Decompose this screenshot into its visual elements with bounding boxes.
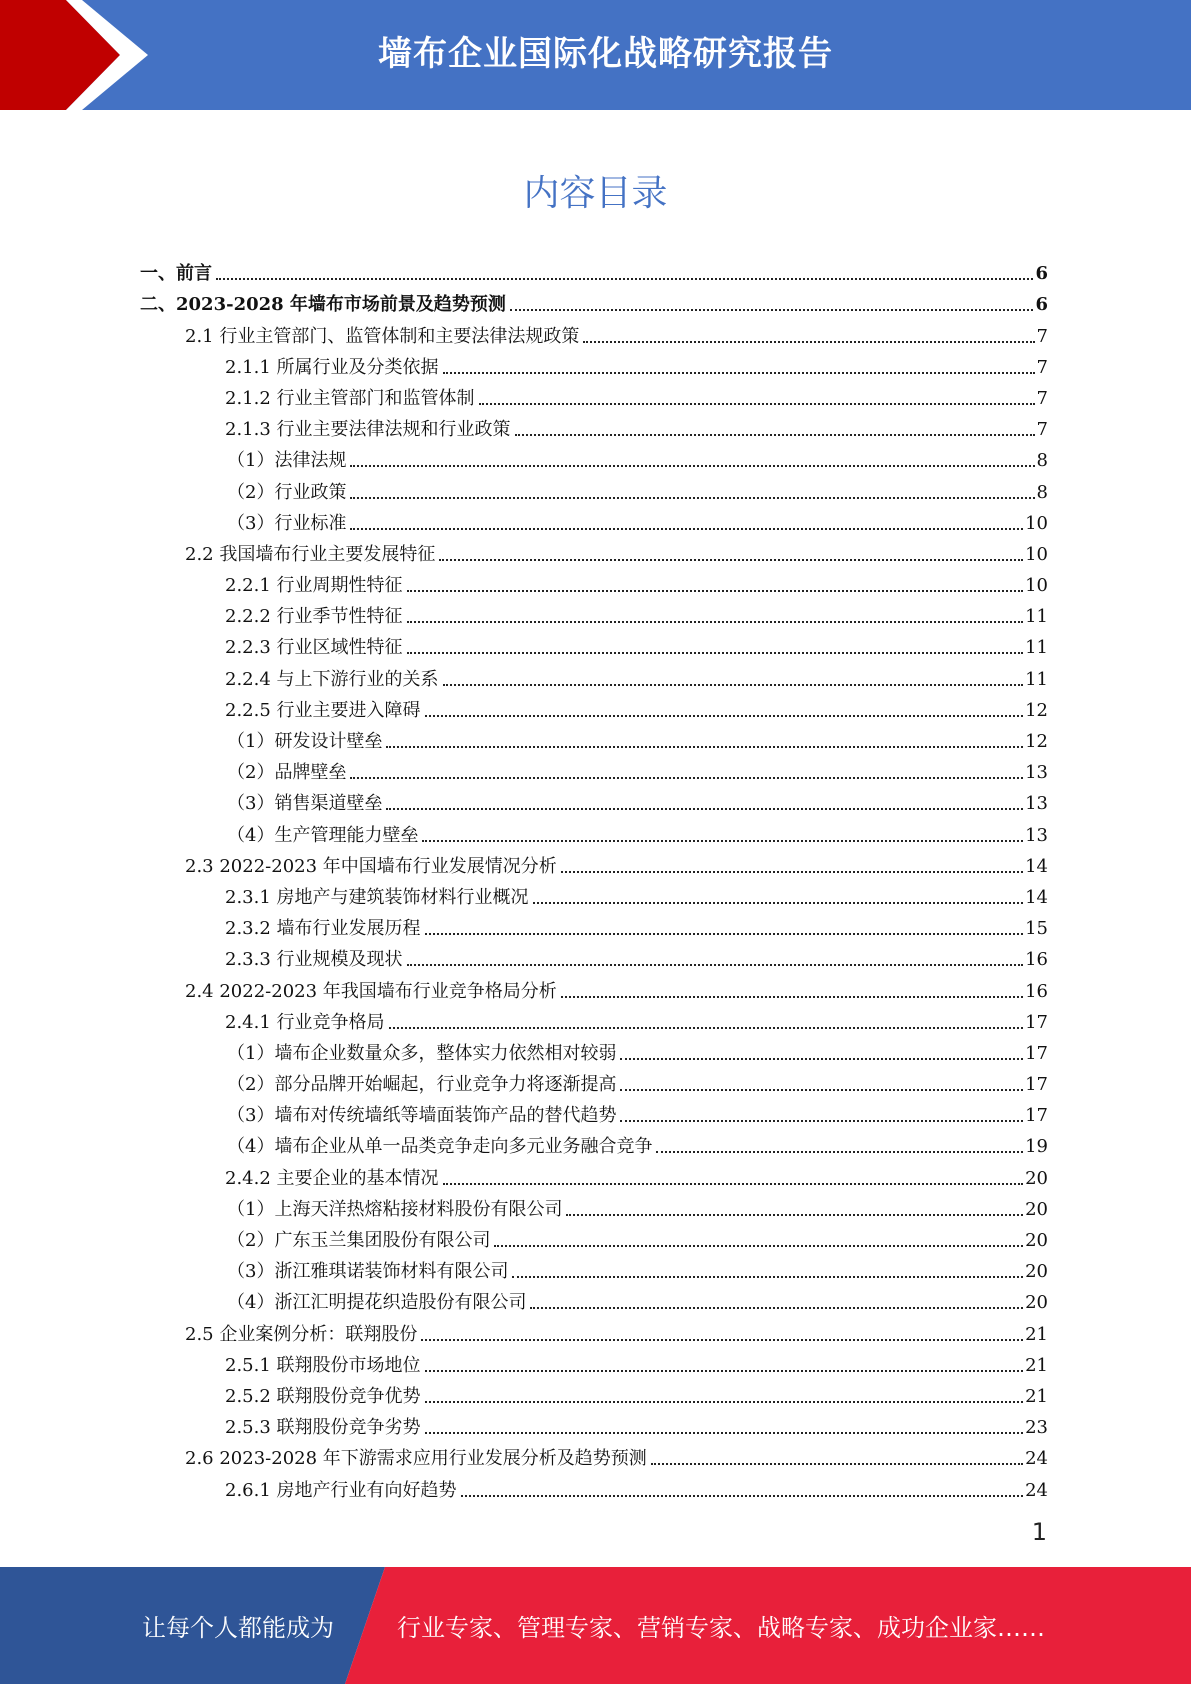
toc-entry-page: 20 bbox=[1025, 1167, 1048, 1189]
toc-entry-page: 7 bbox=[1036, 356, 1048, 378]
footer-band bbox=[0, 1567, 1191, 1684]
toc-entry-label: （2）品牌壁垒 bbox=[227, 762, 347, 784]
toc-entry[interactable] bbox=[140, 1252, 1048, 1283]
toc-entry[interactable] bbox=[140, 628, 1048, 659]
toc-entry-label: （3）浙江雅琪诺装饰材料有限公司 bbox=[227, 1261, 509, 1283]
toc-entry[interactable] bbox=[140, 472, 1048, 503]
toc-leader-dots bbox=[566, 1214, 1023, 1216]
toc-leader-dots bbox=[515, 434, 1035, 436]
toc-entry[interactable] bbox=[140, 254, 1048, 285]
header-band bbox=[0, 0, 1191, 110]
toc-entry-label: （1）墙布企业数量众多，整体实力依然相对较弱 bbox=[227, 1042, 617, 1064]
toc-entry-page: 7 bbox=[1036, 325, 1048, 347]
toc-entry-label: （4）墙布企业从单一品类竞争走向多元业务融合竞争 bbox=[227, 1136, 653, 1158]
toc-leader-dots bbox=[421, 1339, 1023, 1341]
toc-entry-page: 6 bbox=[1035, 294, 1048, 316]
toc-entry[interactable] bbox=[140, 722, 1048, 753]
toc-entry-page: 11 bbox=[1025, 637, 1048, 659]
toc-entry-label: （3）销售渠道壁垒 bbox=[227, 793, 383, 815]
toc-entry[interactable] bbox=[140, 1065, 1048, 1096]
toc-entry-page: 21 bbox=[1025, 1385, 1048, 1407]
toc-entry[interactable] bbox=[140, 1034, 1048, 1065]
toc-entry[interactable] bbox=[140, 815, 1048, 846]
toc-entry[interactable] bbox=[140, 316, 1048, 347]
toc-entry-label: 2.1.3 行业主要法律法规和行业政策 bbox=[225, 419, 511, 441]
toc-entry-page: 16 bbox=[1025, 980, 1048, 1002]
toc-leader-dots bbox=[425, 1370, 1024, 1372]
toc-entry-label: 2.2 我国墙布行业主要发展特征 bbox=[185, 543, 436, 565]
toc-entry-label: 2.4 2022-2023 年我国墙布行业竞争格局分析 bbox=[185, 980, 557, 1002]
toc-entry-label: （1）研发设计壁垒 bbox=[227, 731, 383, 752]
table-of-contents bbox=[140, 254, 1048, 1502]
toc-entry-label: 2.5 企业案例分析：联翔股份 bbox=[185, 1323, 418, 1345]
toc-entry[interactable] bbox=[140, 1439, 1048, 1470]
toc-leader-dots bbox=[407, 590, 1024, 592]
toc-entry[interactable] bbox=[140, 1283, 1048, 1314]
toc-leader-dots bbox=[530, 1307, 1023, 1309]
toc-entry-page: 13 bbox=[1025, 762, 1048, 784]
toc-entry-page: 17 bbox=[1025, 1042, 1048, 1064]
toc-leader-dots bbox=[656, 1151, 1023, 1153]
toc-entry-label: 2.1 行业主管部门、监管体制和主要法律法规政策 bbox=[185, 325, 580, 347]
toc-leader-dots bbox=[422, 840, 1023, 842]
toc-entry-page: 17 bbox=[1025, 1011, 1048, 1033]
toc-entry-page: 7 bbox=[1036, 387, 1048, 409]
toc-entry-page: 10 bbox=[1025, 575, 1048, 597]
toc-entry-page: 8 bbox=[1036, 450, 1048, 472]
toc-entry[interactable] bbox=[140, 753, 1048, 784]
toc-leader-dots bbox=[479, 403, 1035, 405]
toc-entry[interactable] bbox=[140, 1314, 1048, 1345]
toc-entry-page: 8 bbox=[1036, 481, 1048, 503]
toc-entry[interactable] bbox=[140, 1470, 1048, 1501]
toc-entry[interactable] bbox=[140, 1003, 1048, 1034]
toc-entry-page: 20 bbox=[1025, 1292, 1048, 1314]
toc-entry-label: 2.6.1 房地产行业有向好趋势 bbox=[225, 1479, 457, 1501]
toc-leader-dots bbox=[350, 528, 1023, 530]
toc-entry[interactable] bbox=[140, 1221, 1048, 1252]
toc-entry-label: （2）部分品牌开始崛起，行业竞争力将逐渐提高 bbox=[227, 1074, 617, 1096]
toc-entry-page: 14 bbox=[1025, 855, 1048, 877]
toc-entry[interactable] bbox=[140, 659, 1048, 690]
toc-entry-label: 2.4.1 行业竞争格局 bbox=[225, 1011, 385, 1033]
toc-entry-page: 13 bbox=[1025, 793, 1048, 815]
footer-slogan-left: 让每个人都能成为 bbox=[142, 1614, 334, 1642]
toc-entry-page: 24 bbox=[1025, 1448, 1048, 1470]
toc-entry-label: （3）墙布对传统墙纸等墙面装饰产品的替代趋势 bbox=[227, 1105, 617, 1127]
toc-leader-dots bbox=[425, 1432, 1024, 1434]
toc-entry-page: 17 bbox=[1025, 1105, 1048, 1127]
toc-entry-page: 6 bbox=[1035, 263, 1048, 285]
toc-entry[interactable] bbox=[140, 691, 1048, 722]
toc-entry-page: 24 bbox=[1025, 1479, 1048, 1501]
toc-entry[interactable] bbox=[140, 878, 1048, 909]
toc-entry-label: 2.2.5 行业主要进入障碍 bbox=[225, 699, 421, 721]
toc-entry[interactable] bbox=[140, 1190, 1048, 1221]
toc-leader-dots bbox=[494, 1245, 1023, 1247]
toc-leader-dots bbox=[350, 465, 1034, 467]
toc-entry-label: 2.1.2 行业主管部门和监管体制 bbox=[225, 387, 475, 409]
toc-entry-page: 21 bbox=[1025, 1354, 1048, 1376]
toc-entry-page: 11 bbox=[1025, 606, 1048, 628]
toc-entry-label: （3）行业标准 bbox=[227, 512, 347, 534]
toc-leader-dots bbox=[386, 808, 1023, 810]
toc-entry-label: 2.2.1 行业周期性特征 bbox=[225, 575, 403, 597]
toc-entry-label: （2）行业政策 bbox=[227, 481, 347, 503]
toc-leader-dots bbox=[620, 1120, 1023, 1122]
toc-entry-label: （4）生产管理能力壁垒 bbox=[227, 824, 419, 846]
report-title: 墙布企业国际化战略研究报告 bbox=[378, 34, 833, 74]
toc-leader-dots bbox=[512, 1276, 1023, 1278]
toc-entry-label: 二、2023-2028 年墙布市场前景及趋势预测 bbox=[140, 294, 506, 316]
toc-entry-label: 2.3.2 墙布行业发展历程 bbox=[225, 918, 421, 940]
toc-leader-dots bbox=[561, 996, 1023, 998]
toc-entry-label: 2.1.1 所属行业及分类依据 bbox=[225, 356, 439, 378]
toc-leader-dots bbox=[425, 1401, 1024, 1403]
toc-entry-label: 一、前言 bbox=[140, 263, 212, 285]
toc-entry-page: 7 bbox=[1036, 419, 1048, 441]
toc-entry-label: 2.2.2 行业季节性特征 bbox=[225, 606, 403, 628]
toc-entry-page: 14 bbox=[1025, 886, 1048, 908]
toc-leader-dots bbox=[439, 559, 1023, 561]
toc-entry[interactable] bbox=[140, 566, 1048, 597]
toc-entry-label: 2.5.3 联翔股份竞争劣势 bbox=[225, 1417, 421, 1439]
toc-entry-label: （4）浙江汇明提花织造股份有限公司 bbox=[227, 1292, 527, 1314]
toc-leader-dots bbox=[425, 715, 1024, 717]
toc-entry[interactable] bbox=[140, 285, 1048, 316]
toc-entry-page: 20 bbox=[1025, 1261, 1048, 1283]
toc-entry[interactable] bbox=[140, 379, 1048, 410]
toc-entry-page: 17 bbox=[1025, 1074, 1048, 1096]
toc-leader-dots bbox=[443, 372, 1035, 374]
toc-entry-label: 2.6 2023-2028 年下游需求应用行业发展分析及趋势预测 bbox=[185, 1448, 647, 1470]
toc-leader-dots bbox=[386, 746, 1023, 748]
toc-entry-page: 20 bbox=[1025, 1230, 1048, 1251]
toc-entry[interactable] bbox=[140, 940, 1048, 971]
toc-entry-page: 10 bbox=[1025, 543, 1048, 565]
footer-slogan-right: 行业专家、管理专家、营销专家、战略专家、成功企业家…… bbox=[397, 1614, 1045, 1642]
page-number: 1 bbox=[1031, 1518, 1047, 1546]
toc-entry[interactable] bbox=[140, 1346, 1048, 1377]
toc-entry-page: 21 bbox=[1025, 1323, 1048, 1345]
toc-leader-dots bbox=[350, 497, 1034, 499]
toc-entry-page: 12 bbox=[1025, 731, 1048, 752]
toc-entry-label: （1）上海天洋热熔粘接材料股份有限公司 bbox=[227, 1198, 563, 1220]
toc-entry-label: 2.2.3 行业区域性特征 bbox=[225, 637, 403, 659]
toc-entry[interactable] bbox=[140, 1377, 1048, 1408]
toc-entry[interactable] bbox=[140, 410, 1048, 441]
toc-leader-dots bbox=[510, 309, 1034, 311]
toc-entry-label: （1）法律法规 bbox=[227, 450, 347, 472]
toc-leader-dots bbox=[407, 621, 1024, 623]
toc-entry-label: 2.2.4 与上下游行业的关系 bbox=[225, 668, 439, 690]
toc-leader-dots bbox=[533, 902, 1024, 904]
toc-entry[interactable] bbox=[140, 504, 1048, 535]
toc-entry-label: （2）广东玉兰集团股份有限公司 bbox=[227, 1230, 491, 1251]
toc-entry-page: 20 bbox=[1025, 1198, 1048, 1220]
toc-entry-page: 10 bbox=[1025, 512, 1048, 534]
toc-entry-label: 2.3 2022-2023 年中国墙布行业发展情况分析 bbox=[185, 855, 557, 877]
toc-entry[interactable] bbox=[140, 597, 1048, 628]
toc-leader-dots bbox=[620, 1089, 1023, 1091]
toc-leader-dots bbox=[443, 684, 1024, 686]
toc-leader-dots bbox=[620, 1058, 1023, 1060]
toc-leader-dots bbox=[389, 1027, 1024, 1029]
toc-title: 内容目录 bbox=[523, 173, 668, 214]
toc-entry[interactable] bbox=[140, 784, 1048, 815]
toc-leader-dots bbox=[583, 341, 1034, 343]
toc-entry[interactable] bbox=[140, 441, 1048, 472]
toc-entry[interactable] bbox=[140, 348, 1048, 379]
toc-leader-dots bbox=[425, 933, 1024, 935]
toc-entry[interactable] bbox=[140, 1127, 1048, 1158]
toc-entry-label: 2.5.2 联翔股份竞争优势 bbox=[225, 1385, 421, 1407]
toc-entry[interactable] bbox=[140, 909, 1048, 940]
toc-leader-dots bbox=[216, 278, 1033, 280]
toc-entry[interactable] bbox=[140, 847, 1048, 878]
toc-entry-label: 2.3.1 房地产与建筑装饰材料行业概况 bbox=[225, 886, 529, 908]
toc-leader-dots bbox=[651, 1463, 1023, 1465]
toc-entry[interactable] bbox=[140, 1408, 1048, 1439]
toc-entry[interactable] bbox=[140, 1096, 1048, 1127]
toc-entry-page: 11 bbox=[1025, 668, 1048, 690]
toc-entry[interactable] bbox=[140, 535, 1048, 566]
toc-entry[interactable] bbox=[140, 1158, 1048, 1189]
toc-entry-label: 2.3.3 行业规模及现状 bbox=[225, 949, 403, 971]
toc-entry[interactable] bbox=[140, 971, 1048, 1002]
toc-entry-page: 12 bbox=[1025, 699, 1048, 721]
toc-entry-page: 23 bbox=[1025, 1417, 1048, 1439]
toc-entry-label: 2.4.2 主要企业的基本情况 bbox=[225, 1167, 439, 1189]
toc-entry-page: 15 bbox=[1025, 918, 1048, 940]
toc-leader-dots bbox=[407, 652, 1024, 654]
toc-leader-dots bbox=[443, 1183, 1024, 1185]
toc-entry-label: 2.5.1 联翔股份市场地位 bbox=[225, 1354, 421, 1376]
toc-leader-dots bbox=[561, 871, 1023, 873]
toc-entry-page: 19 bbox=[1025, 1136, 1048, 1158]
toc-leader-dots bbox=[350, 777, 1023, 779]
toc-entry-page: 16 bbox=[1025, 949, 1048, 971]
toc-leader-dots bbox=[461, 1495, 1024, 1497]
toc-leader-dots bbox=[407, 964, 1024, 966]
toc-entry-page: 13 bbox=[1025, 824, 1048, 846]
